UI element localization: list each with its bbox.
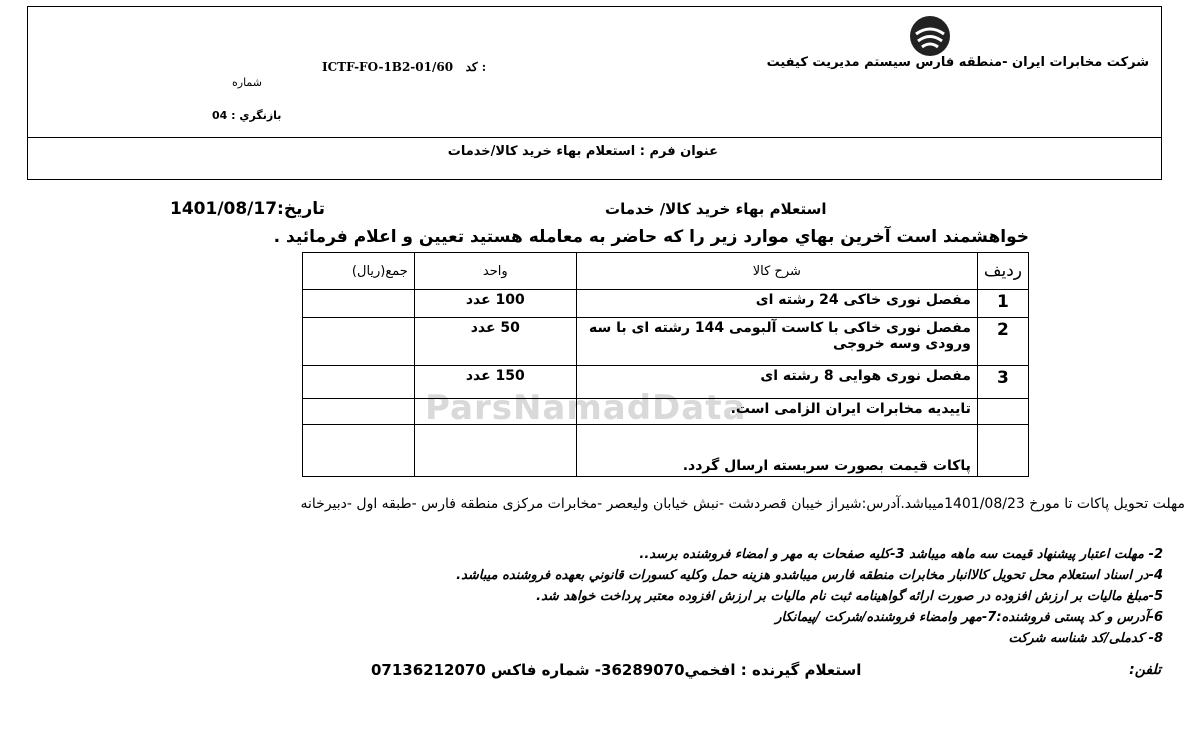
revision-label: بازنگري : 04 — [212, 109, 282, 122]
form-code-label: کد : — [465, 60, 487, 74]
table-row — [303, 399, 1029, 425]
row-sum — [303, 366, 415, 399]
note-item: 2- مهلت اعتبار پيشنهاد قيمت سه ماهه ميباشد 3-كليه صفحات به مهر و امضاء فروشنده برسد.. — [639, 547, 1163, 562]
form-code-value: ICTF-FO-1B2-01/60 — [322, 60, 454, 74]
form-title: عنوان فرم : استعلام بهاء خريد کالا/خدمات — [447, 144, 718, 159]
items-table — [302, 252, 1029, 477]
page-title: استعلام بهاء خريد کالا/ خدمات — [605, 200, 827, 218]
contact-info: استعلام گيرنده : افخمي36289070- شماره فاكس 07136212070 — [371, 661, 862, 679]
table-row — [303, 290, 1029, 318]
table-header-row — [303, 253, 1029, 290]
header-description: شرح کالا — [576, 253, 977, 290]
row-description: تاییدیه مخابرات ایران الزامی است. — [576, 399, 977, 425]
row-number: 1 — [977, 290, 1028, 318]
watermark: ParsNamadData — [425, 388, 747, 428]
row-number — [977, 399, 1028, 425]
number-label: شماره — [232, 76, 263, 89]
row-sum — [303, 425, 415, 477]
company-name: شرکت مخابرات ایران -منطقه فارس سیستم مدیریت کیفیت — [766, 55, 1149, 70]
row-description: مفصل نوری خاکی 24 رشته ای — [576, 290, 977, 318]
row-sum — [303, 399, 415, 425]
row-unit: 50 عدد — [414, 318, 576, 366]
company-logo-icon — [908, 14, 952, 58]
phone-label: تلفن: — [1129, 662, 1161, 678]
notes-list — [33, 544, 1163, 649]
table-row — [303, 425, 1029, 477]
row-unit: 150 عدد — [414, 366, 576, 399]
delivery-deadline: مهلت تحويل پاكات تا مورخ 1401/08/23ميباشد.آدرس:شيراز خيبان قصردشت -نبش خيابان وليعصر -مخابرات مركزى منطقه فارس -طبقه اول -دبيرخانه — [300, 496, 1185, 512]
note-item: 5-مبلغ ماليات بر ارزش افزوده در صورت ارائه گواهينامه ثبت نام ماليات بر ارزش افزوده معتبر پرداخت خواهد شد. — [536, 589, 1163, 604]
row-description: پاکات قیمت بصورت سربسته ارسال گردد. — [576, 425, 977, 477]
form-code — [322, 60, 486, 74]
note-item: 8- کدملی/کد شناسه شرکت — [1008, 631, 1163, 646]
header-unit: واحد — [414, 253, 576, 290]
row-sum — [303, 290, 415, 318]
header-sum: جمع(ريال) — [303, 253, 415, 290]
row-number: 3 — [977, 366, 1028, 399]
request-text: خواهشمند است آخرين بهاي موارد زير را که حاضر به معامله هستيد تعيين و اعلام فرمائيد . — [273, 227, 1029, 247]
row-unit — [414, 399, 576, 425]
row-number — [977, 425, 1028, 477]
row-unit — [414, 425, 576, 477]
row-unit: 100 عدد — [414, 290, 576, 318]
date-label: تاريخ:1401/08/17 — [170, 199, 326, 219]
row-number: 2 — [977, 318, 1028, 366]
header-divider — [27, 137, 1162, 138]
note-item: 6-آدرس و کد پستی فروشنده:7-مهر وامضاء فروشنده/شركت /پيمانكار — [775, 610, 1163, 625]
row-description: مفصل نوری خاکی با کاست آلبومی 144 رشته ای با سه ورودی وسه خروجی — [576, 318, 977, 366]
note-item: 4-در اسناد استعلام محل تحويل کالاانبار مخابرات منطقه فارس ميباشدو هزينه حمل وكليه كسورات قانوني بعهده فروشنده ميباشد. — [456, 568, 1163, 583]
header-row-no: رديف — [977, 253, 1028, 290]
table-row — [303, 366, 1029, 399]
row-description: مفصل نوری هوایی 8 رشته ای — [576, 366, 977, 399]
table-row — [303, 318, 1029, 366]
row-sum — [303, 318, 415, 366]
